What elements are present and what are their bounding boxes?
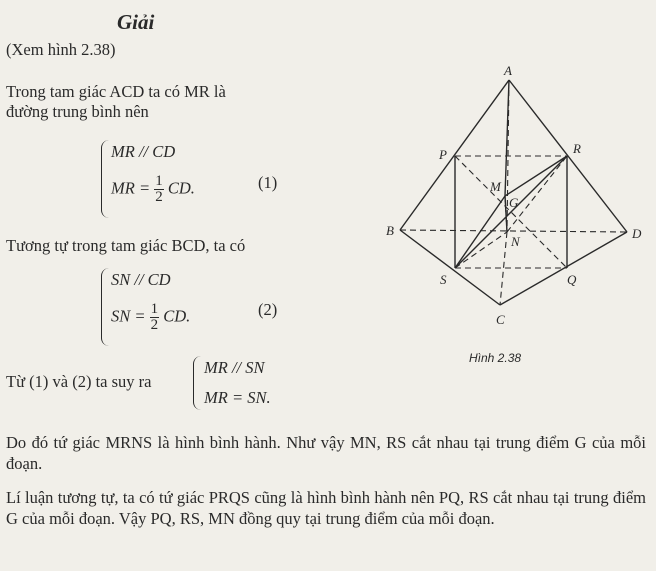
equation-row: MR // CD: [111, 142, 176, 161]
segment-SN-hidden: [455, 232, 507, 268]
label-M: M: [490, 179, 501, 194]
equation-rhs: CD.: [163, 306, 191, 326]
label-P: P: [439, 147, 447, 162]
equation-tag: (1): [258, 173, 278, 192]
label-N: N: [511, 234, 520, 249]
edge-BD-hidden: [400, 230, 627, 232]
equation-rhs: CD.: [167, 178, 195, 198]
label-D: D: [632, 226, 642, 241]
label-Q: Q: [567, 272, 577, 287]
paragraph: Do đó tứ giác MRNS là hình bình hành. Như vậy MN, RS cắt nhau tại trung điểm G của mỗi đoạn.: [6, 433, 646, 473]
text-line: Tương tự trong tam giác BCD, ta có: [6, 236, 246, 255]
denominator: 2: [155, 189, 163, 205]
equation-lhs: SN =: [111, 306, 150, 326]
equation-lhs: MR =: [111, 178, 155, 198]
denominator: 2: [150, 317, 159, 333]
segment-SM: [455, 196, 505, 268]
edge-AN: [505, 80, 509, 196]
segment-NR-hidden: [507, 156, 567, 232]
label-S: S: [440, 272, 447, 287]
numerator: 1: [150, 301, 159, 317]
equation-row: MR = SN.: [204, 388, 271, 407]
label-B: B: [386, 223, 394, 238]
text-line: Trong tam giác ACD ta có MR là: [6, 82, 226, 101]
equation-row: SN // CD: [111, 270, 171, 289]
paragraph: Lí luận tương tự, ta có tứ giác PRQS cũng là hình bình hành nên PQ, RS cắt nhau tại trung điểm G của mỗi đoạn. Vậy PQ, RS, MN đồng quy tại trung điểm của mỗi đoạn.: [6, 488, 646, 528]
figure-caption: Hình 2.38: [469, 351, 522, 365]
label-A: A: [504, 63, 512, 78]
equation-tag: (2): [258, 300, 278, 319]
label-G: G: [509, 195, 519, 210]
text-line: đường trung bình nên: [6, 102, 149, 121]
numerator: 1: [155, 173, 163, 189]
text-line: Từ (1) và (2) ta suy ra: [6, 372, 152, 391]
label-R: R: [573, 141, 581, 156]
label-C: C: [496, 312, 505, 327]
figure-reference: (Xem hình 2.38): [6, 40, 116, 59]
segment-MR: [505, 156, 567, 196]
solution-heading: Giải: [117, 10, 155, 34]
equation-row: MR // SN: [204, 358, 265, 377]
